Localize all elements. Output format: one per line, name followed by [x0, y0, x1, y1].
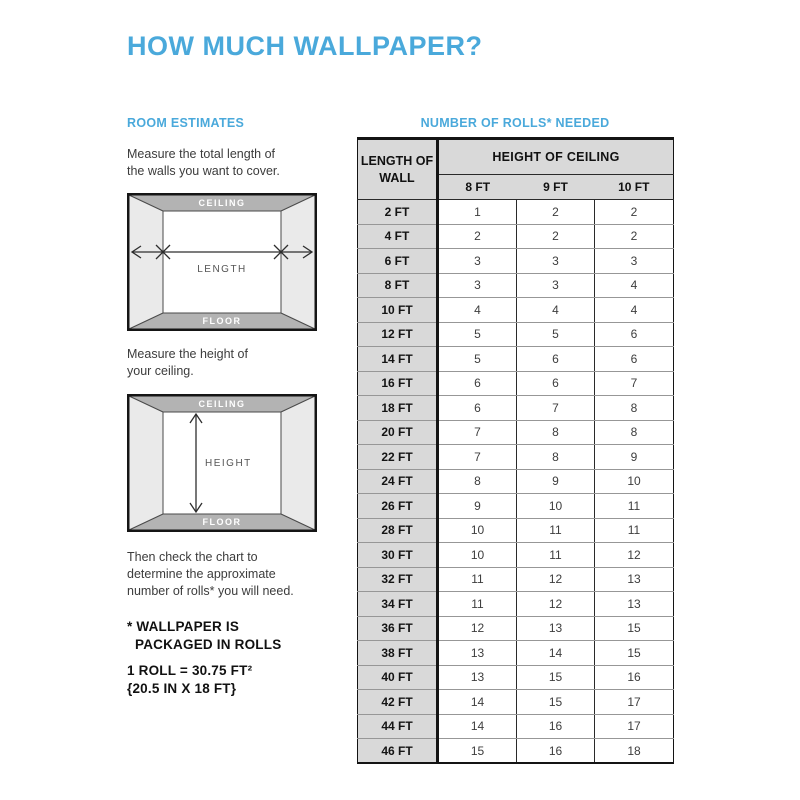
rolls-value-cell: 11	[438, 592, 517, 617]
rolls-value-cell: 10	[595, 469, 674, 494]
rolls-value-cell: 5	[438, 347, 517, 372]
rolls-value-cell: 11	[595, 494, 674, 519]
rolls-value-cell: 9	[517, 469, 595, 494]
table-row	[358, 518, 674, 543]
rolls-value-cell: 7	[438, 420, 517, 445]
rolls-value-cell: 8	[595, 396, 674, 421]
length-label: LENGTH	[197, 264, 247, 275]
table-row	[358, 445, 674, 470]
table-row	[358, 273, 674, 298]
instruction-line: Measure the height of	[127, 347, 248, 361]
wall-length-cell: 4 FT	[358, 224, 438, 249]
rolls-value-cell: 14	[438, 690, 517, 715]
rolls-value-cell: 14	[438, 714, 517, 739]
rolls-value-cell: 2	[438, 224, 517, 249]
wall-length-cell: 10 FT	[358, 298, 438, 323]
rolls-value-cell: 14	[517, 641, 595, 666]
roll-size-note	[127, 662, 252, 698]
rolls-value-cell: 8	[438, 469, 517, 494]
rolls-value-cell: 5	[438, 322, 517, 347]
rolls-value-cell: 15	[595, 616, 674, 641]
wall-length-cell: 22 FT	[358, 445, 438, 470]
rolls-value-cell: 4	[517, 298, 595, 323]
rolls-value-cell: 3	[517, 249, 595, 274]
rolls-value-cell: 15	[438, 739, 517, 764]
right-wall-surface	[281, 396, 315, 530]
wall-length-cell: 12 FT	[358, 322, 438, 347]
wall-length-cell: 38 FT	[358, 641, 438, 666]
table-row	[358, 665, 674, 690]
left-wall-surface	[129, 396, 163, 530]
wall-length-cell: 30 FT	[358, 543, 438, 568]
rolls-value-cell: 16	[517, 714, 595, 739]
rolls-value-cell: 2	[595, 200, 674, 225]
table-row	[358, 420, 674, 445]
rolls-value-cell: 6	[438, 371, 517, 396]
wall-length-cell: 34 FT	[358, 592, 438, 617]
rolls-value-cell: 5	[517, 322, 595, 347]
table-row	[358, 200, 674, 225]
rolls-value-cell: 10	[438, 543, 517, 568]
rolls-value-cell: 16	[517, 739, 595, 764]
table-row	[358, 298, 674, 323]
table-row	[358, 641, 674, 666]
rolls-value-cell: 8	[517, 445, 595, 470]
rolls-value-cell: 2	[517, 224, 595, 249]
wall-length-cell: 36 FT	[358, 616, 438, 641]
column-header-9ft: 9 FT	[517, 175, 595, 200]
wall-length-cell: 20 FT	[358, 420, 438, 445]
rolls-value-cell: 4	[595, 298, 674, 323]
rolls-value-cell: 2	[517, 200, 595, 225]
rolls-value-cell: 6	[595, 322, 674, 347]
room-estimates-heading: ROOM ESTIMATES	[127, 116, 245, 130]
rolls-value-cell: 12	[517, 592, 595, 617]
rolls-value-cell: 3	[438, 249, 517, 274]
rolls-value-cell: 4	[438, 298, 517, 323]
ceiling-label: CEILING	[198, 198, 246, 208]
rolls-value-cell: 13	[438, 641, 517, 666]
wall-length-cell: 18 FT	[358, 396, 438, 421]
roll-size-line: {20.5 IN X 18 FT}	[127, 680, 237, 696]
table-row	[358, 714, 674, 739]
table-row	[358, 371, 674, 396]
table-row	[358, 592, 674, 617]
footnote-line: PACKAGED IN ROLLS	[135, 636, 282, 652]
height-of-ceiling-header: HEIGHT OF CEILING	[438, 139, 674, 175]
table-row	[358, 690, 674, 715]
wall-length-cell: 8 FT	[358, 273, 438, 298]
room-length-diagram	[127, 193, 317, 331]
wall-length-cell: 24 FT	[358, 469, 438, 494]
rolls-value-cell: 6	[438, 396, 517, 421]
rolls-value-cell: 17	[595, 690, 674, 715]
wall-length-cell: 14 FT	[358, 347, 438, 372]
wall-length-cell: 44 FT	[358, 714, 438, 739]
instruction-line: Measure the total length of	[127, 147, 276, 161]
rolls-value-cell: 13	[438, 665, 517, 690]
rolls-value-cell: 10	[438, 518, 517, 543]
wall-length-cell: 46 FT	[358, 739, 438, 764]
table-row	[358, 739, 674, 764]
rolls-value-cell: 8	[517, 420, 595, 445]
rolls-value-cell: 6	[517, 347, 595, 372]
floor-label: FLOOR	[202, 517, 242, 527]
rolls-table	[357, 137, 674, 764]
rolls-value-cell: 13	[595, 592, 674, 617]
instruction-line: the walls you want to cover.	[127, 164, 280, 178]
column-header-8ft: 8 FT	[438, 175, 517, 200]
wallpaper-packaging-footnote	[127, 618, 281, 654]
rolls-value-cell: 11	[517, 543, 595, 568]
ceiling-label: CEILING	[198, 399, 246, 409]
rolls-value-cell: 15	[595, 641, 674, 666]
rolls-value-cell: 4	[595, 273, 674, 298]
rolls-value-cell: 11	[438, 567, 517, 592]
wall-length-cell: 40 FT	[358, 665, 438, 690]
rolls-value-cell: 2	[595, 224, 674, 249]
rolls-value-cell: 9	[438, 494, 517, 519]
wall-length-cell: 32 FT	[358, 567, 438, 592]
rolls-value-cell: 16	[595, 665, 674, 690]
table-row	[358, 543, 674, 568]
rolls-value-cell: 6	[595, 347, 674, 372]
rolls-needed-heading: NUMBER OF ROLLS* NEEDED	[420, 116, 610, 130]
rolls-value-cell: 10	[517, 494, 595, 519]
table-row	[358, 396, 674, 421]
roll-size-line: 1 ROLL = 30.75 FT²	[127, 663, 253, 678]
page-title: HOW MUCH WALLPAPER?	[127, 31, 483, 61]
left-wall-surface	[129, 195, 163, 329]
rolls-value-cell: 3	[517, 273, 595, 298]
instruction-measure-height	[127, 346, 248, 380]
length-of-wall-header: LENGTH OF WALL	[358, 139, 438, 200]
rolls-value-cell: 7	[517, 396, 595, 421]
rolls-value-cell: 12	[595, 543, 674, 568]
rolls-value-cell: 11	[595, 518, 674, 543]
wall-length-cell: 26 FT	[358, 494, 438, 519]
rolls-value-cell: 15	[517, 665, 595, 690]
rolls-value-cell: 7	[595, 371, 674, 396]
back-wall-surface	[163, 211, 281, 313]
instruction-line: number of rolls* you will need.	[127, 584, 294, 598]
table-header-row	[358, 139, 674, 175]
instruction-line: your ceiling.	[127, 364, 194, 378]
table-row	[358, 494, 674, 519]
rolls-value-cell: 6	[517, 371, 595, 396]
wall-length-cell: 42 FT	[358, 690, 438, 715]
wall-length-cell: 6 FT	[358, 249, 438, 274]
instruction-line: determine the approximate	[127, 567, 276, 581]
rolls-value-cell: 15	[517, 690, 595, 715]
table-row	[358, 616, 674, 641]
height-label: HEIGHT	[205, 458, 252, 469]
rolls-value-cell: 13	[517, 616, 595, 641]
rolls-value-cell: 11	[517, 518, 595, 543]
wall-length-cell: 16 FT	[358, 371, 438, 396]
table-row	[358, 322, 674, 347]
table-row	[358, 469, 674, 494]
rolls-value-cell: 13	[595, 567, 674, 592]
rolls-value-cell: 7	[438, 445, 517, 470]
rolls-value-cell: 8	[595, 420, 674, 445]
rolls-value-cell: 9	[595, 445, 674, 470]
floor-label: FLOOR	[202, 316, 242, 326]
table-row	[358, 224, 674, 249]
instruction-measure-length	[127, 146, 280, 180]
table-row	[358, 249, 674, 274]
rolls-value-cell: 1	[438, 200, 517, 225]
room-height-diagram	[127, 394, 317, 532]
column-header-10ft: 10 FT	[595, 175, 674, 200]
instruction-line: Then check the chart to	[127, 550, 258, 564]
table-row	[358, 347, 674, 372]
footnote-line: * WALLPAPER IS	[127, 619, 240, 634]
rolls-value-cell: 3	[595, 249, 674, 274]
rolls-value-cell: 3	[438, 273, 517, 298]
instruction-check-chart	[127, 549, 294, 600]
rolls-value-cell: 12	[438, 616, 517, 641]
rolls-value-cell: 17	[595, 714, 674, 739]
right-wall-surface	[281, 195, 315, 329]
wall-length-cell: 2 FT	[358, 200, 438, 225]
wall-length-cell: 28 FT	[358, 518, 438, 543]
table-row	[358, 567, 674, 592]
rolls-value-cell: 18	[595, 739, 674, 764]
rolls-value-cell: 12	[517, 567, 595, 592]
